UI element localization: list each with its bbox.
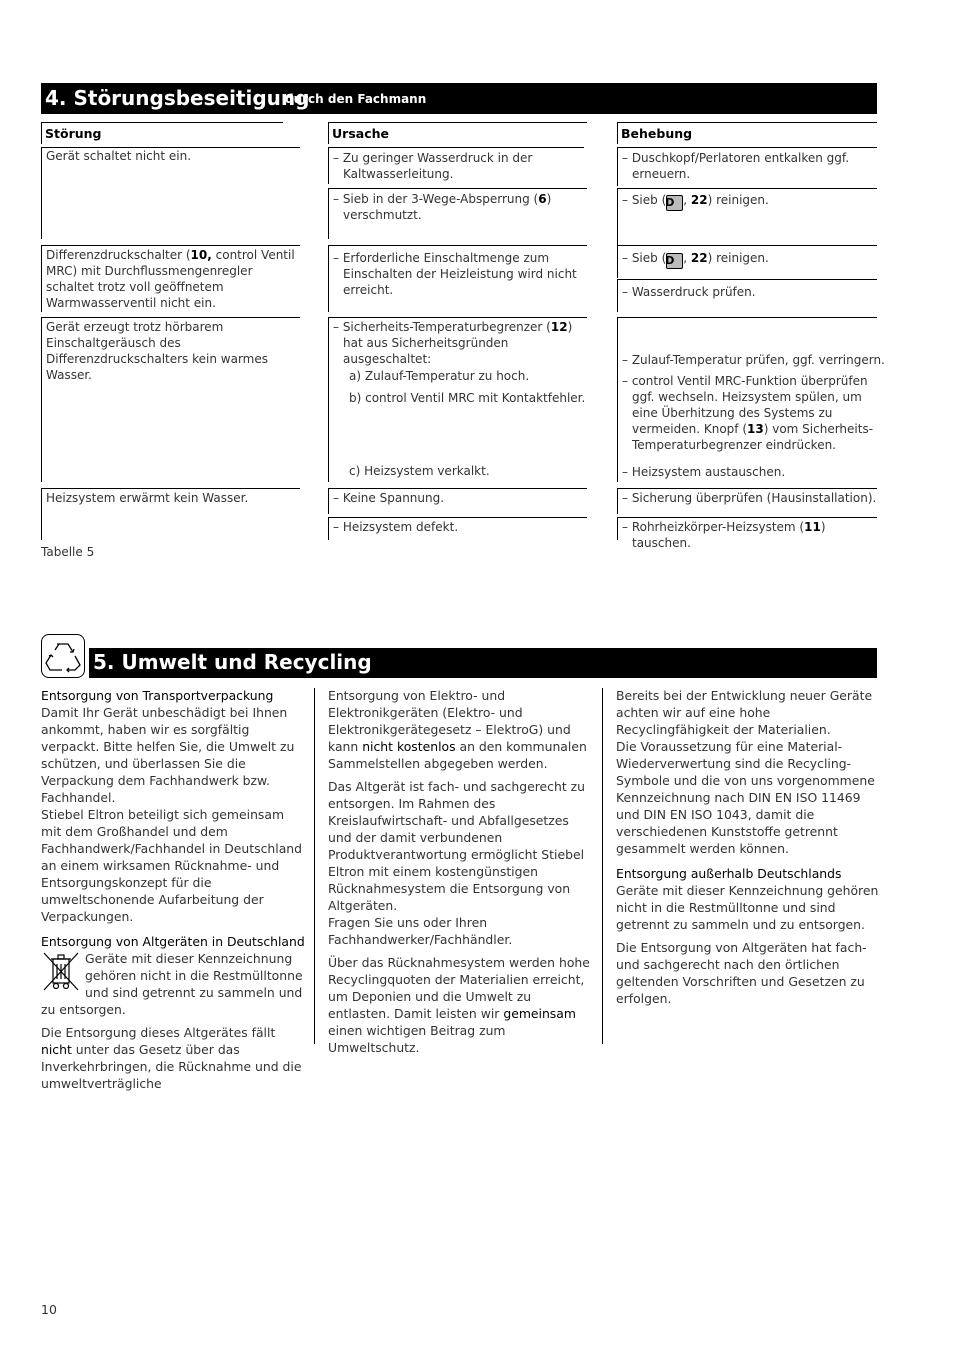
column-divider [602,688,603,1044]
problem-cell-2: Differenzdruckschalter (10, control Ventil MRC) mit Durchflussmengenregler schaltet trotz voll geöffnetem Warmwasserventil nicht ein. [41,245,300,312]
column-divider [314,688,315,1044]
column-header-behebung: Behebung [617,122,877,144]
fix-cell-3: – Zulauf-Temperatur prüfen, ggf. verringern. – control Ventil MRC-Funktion überprüfen ggf. wechseln. Heizsystem spülen, um eine Überhitzung des Systems zu vermeiden. Knopf (13) vom Sicherheits-Temperaturbegrenzer eindrücken. – Heizsystem austauschen. [617,317,877,482]
cause-cell-4b: – Heizsystem defekt. [328,517,587,540]
section-4-title: 4. Störungsbeseitigung [45,86,310,110]
fix-cell-2b: – Wasserdruck prüfen. [617,279,877,312]
cause-cell-2: – Erforderliche Einschaltmenge zum Einschalten der Heizleistung wird nicht erreicht. [328,245,587,312]
subheading-ausserhalb: Entsorgung außerhalb Deutschlands [616,866,842,881]
recycling-icon [41,634,85,678]
section-4-subtitle: durch den Fachmann [285,92,427,106]
section-5-header [89,648,877,678]
problem-cell-3: Gerät erzeugt trotz hörbarem Einschaltgeräusch des Differenzdruckschalters kein warmes Wasser. [41,317,300,482]
fix-cell-1b: – Sieb (D , 22) reinigen. [617,188,877,245]
cause-cell-1a: – Zu geringer Wasserdruck in der Kaltwasserleitung. [328,147,584,184]
section-4-header [41,83,877,114]
cause-cell-1b: – Sieb in der 3-Wege-Absperrung (6) verschmutzt. [328,188,587,239]
problem-cell-4: Heizsystem erwärmt kein Wasser. [41,488,300,540]
device-d-icon: D [666,253,683,269]
table-caption: Tabelle 5 [41,545,95,559]
cause-cell-3: – Sicherheits-Temperaturbegrenzer (12) hat aus Sicherheitsgründen ausgeschaltet: a) Zulauf-Temperatur zu hoch. b) control Ventil MRC mit Kontaktfehler. c) Heizsystem verkalkt. [328,317,587,482]
page-number: 10 [41,1302,57,1317]
subheading-altgeraete-de: Entsorgung von Altgeräten in Deutschland [41,934,305,949]
fix-cell-2a: – Sieb (D , 22) reinigen. [617,245,877,278]
column-header-ursache: Ursache [328,122,587,144]
fix-cell-1a: – Duschkopf/Perlatoren entkalken ggf. erneuern. [617,147,877,186]
column-header-stoerung: Störung [41,122,283,144]
fix-cell-4b: – Rohrheizkörper-Heizsystem (11) tauschen. [617,517,877,540]
problem-cell-1: Gerät schaltet nicht ein. [41,147,300,239]
fix-cell-4a: – Sicherung überprüfen (Hausinstallation). [617,488,877,514]
section-5-title: 5. Umwelt und Recycling [93,650,372,674]
crossed-bin-icon [41,950,81,992]
recycling-column-1: Entsorgung von Transportverpackung Damit Ihr Gerät unbeschädigt bei Ihnen ankommt, haben wir es sorgfältig verpackt. Bitte helfen Sie, die Umwelt zu schützen, und überlassen Sie die Verpackung dem Fachhandwerk bzw. Fachhandel. Stiebel Eltron beteiligt sich gemeinsam mit dem Großhandel und dem Fachhandwerk/Fachhandel in Deutschland an einem wirksamen Rücknahme- und Entsorgungskonzept für die umweltschonende Aufarbeitung der Verpackungen. Entsorgung von Altgeräten in Deutschland Geräte mit dieser Kennzeichnung gehören nicht in die Restmülltonne und sind getrennt zu sammeln und zu entsorgen. Die Entsorgung dieses Altgerätes fällt nicht unter das Gesetz über das Inverkehrbringen, die Rücknahme und die umweltverträgliche [41,688,305,1091]
cause-cell-4a: – Keine Spannung. [328,488,587,514]
recycling-column-2: Entsorgung von Elektro- und Elektronikgeräten (Elektro- und Elektronikgerätegesetz – ElektroG) und kann nicht kostenlos an den kommunalen Sammelstellen abgegeben werden. Das Altgerät ist fach- und sachgerecht zu entsorgen. Im Rahmen des Kreislaufwirtschaft- und Abfallgesetzes und der damit verbundenen Produktverantwortung ermöglicht Stiebel Eltron mit einem kostengünstigen Rücknahmesystem die Entsorgung von Altgeräten. Fragen Sie uns oder Ihren Fachhandwerker/Fachhändler. Über das Rücknahmesystem werden hohe Recyclingquoten der Materialien erreicht, um Deponien und die Umwelt zu entlasten. Damit leisten wir gemeinsam einen wichtigen Beitrag zum Umweltschutz. [328,688,590,1055]
recycling-column-3: Bereits bei der Entwicklung neuer Geräte achten wir auf eine hohe Recyclingfähigkeit der Materialien. Die Voraussetzung für eine Material-Wiederverwertung sind die Recycling-Symbole und die von uns vorgenommene Kennzeichnung nach DIN EN ISO 11469 und DIN EN ISO 1043, damit die verschiedenen Kunststoffe getrennt gesammelt werden können. Entsorgung außerhalb Deutschlands Geräte mit dieser Kennzeichnung gehören nicht in die Restmülltonne und sind getrennt zu sammeln und zu entsorgen. Die Entsorgung von Altgeräten hat fach- und sachgerecht nach den örtlichen geltenden Vorschriften und Gesetzen zu erfolgen. [616,688,879,1006]
subheading-transport: Entsorgung von Transportverpackung [41,688,274,703]
device-d-icon: D [666,195,683,211]
